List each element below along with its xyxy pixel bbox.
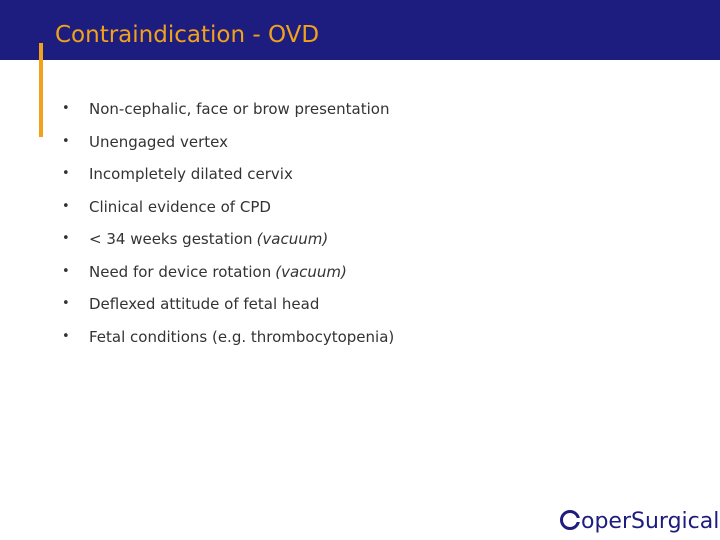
bullet-text	[89, 226, 328, 252]
logo-text: operSurgical	[581, 509, 720, 534]
bullet-main-text: Unengaged vertex	[89, 132, 228, 151]
title-bar	[0, 0, 720, 60]
bullet-main-text: Need for device rotation	[89, 262, 272, 281]
bullet-text	[89, 194, 271, 220]
bullet-main-text: Deflexed attitude of fetal head	[89, 295, 320, 313]
bullet-icon: •	[62, 133, 70, 149]
bullet-main-text: Non-cephalic, face or brow presentation	[89, 100, 390, 118]
bullet-main-text: Fetal conditions (e.g. thrombocytopenia)	[89, 327, 395, 346]
accent-line	[39, 43, 43, 137]
bullet-icon: •	[62, 263, 70, 279]
bullet-text	[89, 259, 347, 285]
bullet-text	[89, 161, 293, 187]
bullet-text	[89, 291, 319, 317]
bullet-icon: •	[62, 101, 70, 116]
bullet-icon: •	[62, 296, 70, 311]
bullet-text	[89, 96, 389, 122]
bullet-icon: •	[62, 328, 70, 344]
bullet-icon: •	[62, 231, 70, 246]
bullet-main-text: < 34 weeks gestation	[89, 230, 253, 248]
logo-c-icon	[560, 510, 580, 530]
bullet-note: (vacuum)	[256, 230, 329, 248]
bullet-icon: •	[62, 198, 70, 214]
coopersurgical-logo	[560, 508, 719, 536]
bullet-main-text: Incompletely dilated cervix	[89, 165, 293, 183]
slide-title: Contraindication - OVD	[55, 22, 320, 48]
bullet-icon: •	[62, 166, 70, 181]
bullet-main-text: Clinical evidence of CPD	[89, 197, 271, 216]
bullet-text	[89, 324, 394, 350]
bullet-text	[89, 129, 228, 155]
bullet-note: (vacuum)	[275, 262, 347, 281]
